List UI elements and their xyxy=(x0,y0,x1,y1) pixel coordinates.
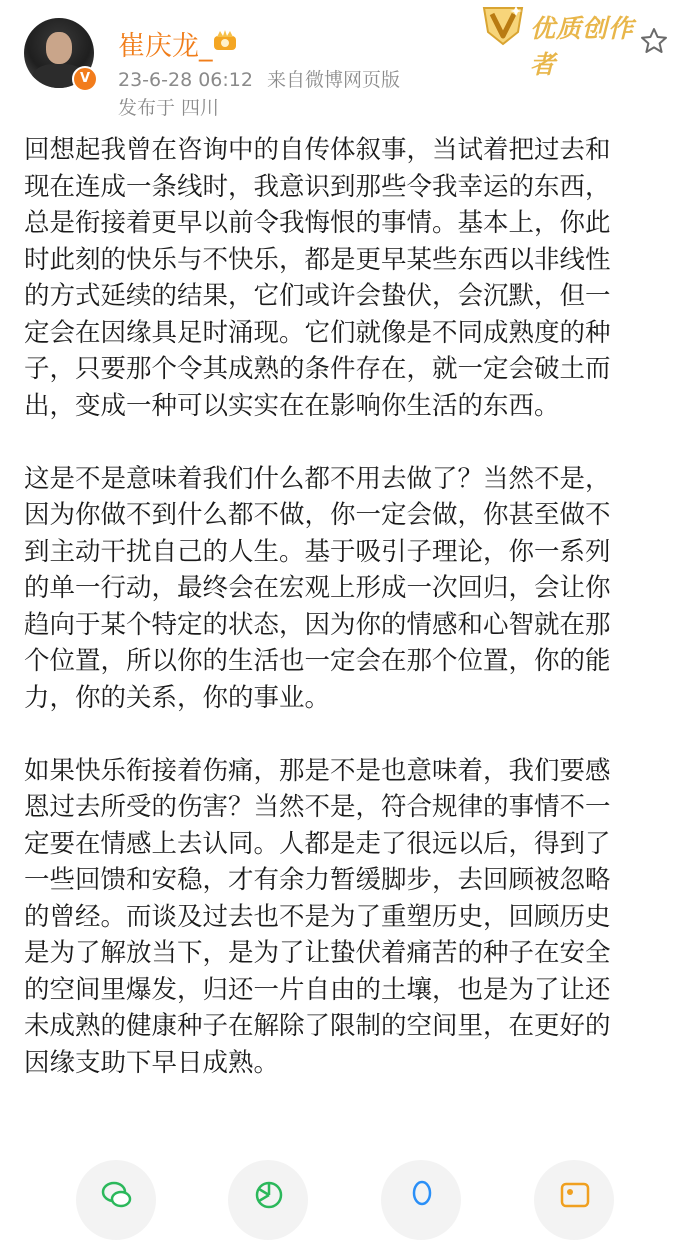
post-paragraph xyxy=(24,132,672,424)
post-paragraph xyxy=(24,753,672,1082)
text-line: 趋向于某个特定的状态，因为你的情感和心智就在那 xyxy=(24,609,611,640)
text-line: 到主动干扰自己的人生。基于吸引子理论，你一系列 xyxy=(24,536,611,567)
text-line: 个位置，所以你的生活也一定会在那个位置，你的能 xyxy=(24,646,611,676)
text-line: 子，只要那个令其成熟的条件存在，就一定会破土而 xyxy=(24,354,611,384)
text-line: 的单一行动，最终会在宏观上形成一次回归，会让你 xyxy=(24,573,611,603)
text-line: 因缘支助下早日成熟。 xyxy=(24,1047,280,1078)
post-time: 23-6-28 06:12 xyxy=(118,69,253,91)
text-line: 恩过去所受的伤害？当然不是，符合规律的事情不一 xyxy=(24,792,611,822)
text-line: 力，你的关系，你的事业。 xyxy=(24,682,331,713)
creator-badge[interactable] xyxy=(478,0,648,79)
crown-icon xyxy=(212,28,238,52)
text-line: 一些回馈和安稳，才有余力暂缓脚步，去回顾被忽略 xyxy=(24,865,611,895)
text-line: 的空间里爆发，归还一片自由的土壤，也是为了让还 xyxy=(24,974,611,1005)
avatar-face xyxy=(46,32,72,64)
share-qq-button[interactable] xyxy=(381,1160,461,1240)
post-paragraph xyxy=(24,461,672,717)
post-source[interactable]: 来自微博网页版 xyxy=(266,69,400,91)
post-location: 发布于 四川 xyxy=(118,97,220,119)
share-wechat-button[interactable] xyxy=(76,1160,156,1240)
text-line: 未成熟的健康种子在解除了限制的空间里，在更好的 xyxy=(24,1011,611,1041)
username[interactable]: 崔庆龙_ xyxy=(118,31,213,62)
creator-badge-text: 优质创作者 xyxy=(530,14,635,79)
text-line: 现在连成一条线时，我意识到那些令我幸运的东西， xyxy=(24,171,611,202)
save-image-button[interactable] xyxy=(534,1160,614,1240)
text-line: 如果快乐衔接着伤痛，那是不是也意味着，我们要感 xyxy=(24,755,611,786)
share-action-bar xyxy=(0,1160,693,1200)
text-line: 出，变成一种可以实实在在影响你生活的东西。 xyxy=(24,390,560,421)
qq-icon xyxy=(405,1178,439,1212)
post-header xyxy=(0,0,693,120)
wechat-icon xyxy=(100,1178,134,1212)
text-line: 定要在情感上去认同。人都是走了很远以后，得到了 xyxy=(24,828,611,859)
moments-icon xyxy=(252,1178,286,1212)
creator-badge-shield-icon xyxy=(478,2,528,46)
text-line: 因为你做不到什么都不做，你一定会做，你甚至做不 xyxy=(24,500,611,530)
text-line: 定会在因缘具足时涌现。它们就像是不同成熟度的种 xyxy=(24,317,611,348)
text-line: 的曾经。而谈及过去也不是为了重塑历史，回顾历史 xyxy=(24,901,611,932)
text-line: 这是不是意味着我们什么都不用去做了？当然不是， xyxy=(24,463,611,494)
share-moments-button[interactable] xyxy=(228,1160,308,1240)
text-line: 回想起我曾在咨询中的自传体叙事，当试着把过去和 xyxy=(24,135,611,165)
post-meta xyxy=(118,65,400,92)
text-line: 时此刻的快乐与不快乐，都是更早某些东西以非线性 xyxy=(24,244,611,275)
text-line: 的方式延续的结果，它们或许会蛰伏，会沉默，但一 xyxy=(24,281,611,311)
text-line: 是为了解放当下，是为了让蛰伏着痛苦的种子在安全 xyxy=(24,938,611,968)
star-icon[interactable] xyxy=(639,26,669,56)
image-icon xyxy=(558,1178,592,1212)
text-line: 总是衔接着更早以前令我悔恨的事情。基本上，你此 xyxy=(24,208,611,238)
post-body xyxy=(24,132,672,1118)
verified-badge: V xyxy=(72,66,98,92)
